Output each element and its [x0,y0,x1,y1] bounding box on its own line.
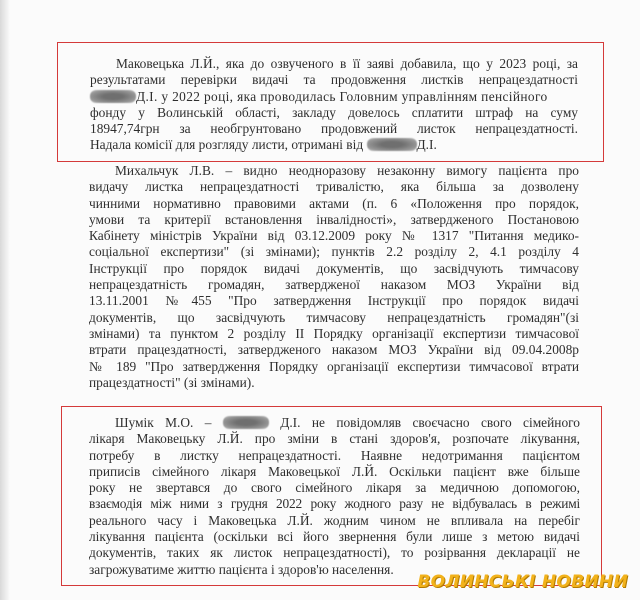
text-fragment: Шумік М.О. – [115,415,212,430]
text-line-with-redaction [90,137,578,153]
text-line: реального часу і Маковецька Л.Й. жодним чином не впливала на перебіг [89,512,580,528]
text-line: № 189 "Про затвердження Порядку організації експертизи тимчасової втрати [89,358,579,374]
text-line: Кабінету міністрів України від 03.12.2009 року № 1317 "Питання медико- [89,228,579,244]
text-line: Інструкції про порядок видачі документів, що засвідчують тимчасову [89,260,579,276]
paragraph-shumik [89,415,580,578]
text-line: працездатності" (зі змінами). [89,374,255,390]
text-line: 18947,74грн за необгрунтовано продовжений листок непрацездатності. [90,121,578,137]
text-line: умови та критерії встановлення інвалідності», затвердженого Постановою [89,211,579,227]
text-fragment: Д.І. не повідомляв своєчасно свого сімейного [280,415,581,430]
text-line: Михальчук Л.В. – видно неодноразову незаконну вимогу пацієнта про [115,163,579,178]
text-line: взаємодія між ними з грудня 2022 року жодного разу не відбувалась в режимі [89,496,580,512]
text-line: результатами перевірки видачі та продовження листків непрацездатності [90,72,578,88]
text-line: 13.11.2001 №455 "Про затвердження Інструкції про порядок видачі [89,293,579,309]
redaction-blur [90,90,136,103]
text-line-with-redaction [90,89,578,105]
paragraph-mykhalchuk [89,163,579,391]
redaction-blur [367,138,417,151]
redaction-blur [223,416,269,429]
paragraph-makovetska [90,56,578,154]
text-line: приписів сімейного лікаря Маковецької Л.Й. Оскільки пацієнт вже більше [89,463,580,479]
text-line: непрацездатність громадян, затвердженої наказом МОЗ України від [89,277,579,293]
text-line: року не звертався до свого сімейного лікаря за медичною допомогою, [89,480,580,496]
watermark-logo: ВОЛИНСЬКІ НОВИНИ [417,572,628,592]
text-line: змінами) та пунктом 2 розділу ІІ Порядку організації експертизи тимчасової [89,325,579,341]
text-line: фонду у Волинській області, закладу довелось сплатити штраф на суму [90,104,578,120]
text-line: документів, що засвідчують тимчасову непрацездатність громадян"(зі [89,309,579,325]
page-edge-shadow [0,0,10,600]
text-fragment: Д.І. [416,137,437,153]
text-fragment: Надала комісії для розгляду листи, отримані від [90,137,364,153]
text-line: лікаря Маковецьку Л.Й. про зміни в стані здоров'я, розпочате лікування, [89,431,580,447]
text-line: потребу в листку непрацездатності. Наявне недотримання пацієнтом [89,447,580,463]
text-line-with-redaction [89,415,580,431]
text-line: втрати працездатності, затвердженого наказом МОЗ України від 09.04.2008р [89,342,579,358]
text-line: Маковецька Л.Й., яка до озвученого в її заяві добавила, що у 2023 році, за [116,56,578,71]
text-fragment: Д.І. у 2022 році, яка проводилась Головним управлінням пенсійного [136,88,548,104]
text-line: чинними нормативно правовими актами (п. 6 «Положення про порядок, [89,195,579,211]
text-line: лікування пацієнта (оскільки всі його звернення були лише з метою видачі [89,529,580,545]
text-line: загрожуватиме життю пацієнта і здоров'ю населення. [89,561,394,577]
text-line: документів, таких як листок непрацездатності), то розірвання декларації не [89,545,580,561]
text-line: соціальної експертизи" (зі змінами); пунктів 2.2 розділу 2, 4.1 розділу 4 [89,244,579,260]
text-line: видачу листка непрацездатності тривалістю, яка більша за дозволену [89,179,579,195]
